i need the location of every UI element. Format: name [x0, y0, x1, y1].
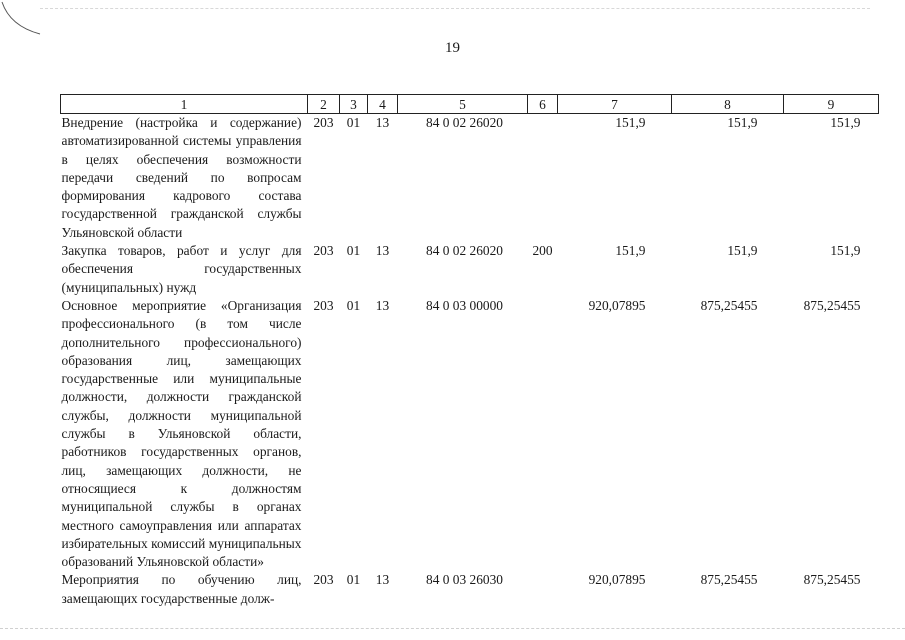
- cell-col-4: 13: [375, 115, 390, 130]
- page-number: 19: [445, 40, 460, 56]
- cell-col-2: 203: [313, 115, 334, 130]
- cell-col-3: 01: [346, 115, 361, 130]
- cell-col-6: 200: [532, 243, 553, 259]
- row-name: Мероприятия по обучению лиц, замещающих государственные долж-: [61, 572, 302, 606]
- cell-col-5: 84 0 03 00000: [426, 297, 503, 313]
- column-header: 5: [398, 95, 528, 114]
- scan-top-edge: [40, 8, 870, 10]
- table-header-row: [61, 95, 879, 114]
- table-row: [61, 297, 879, 571]
- cell-col-7: 920,07895: [588, 297, 646, 313]
- cell-col-3: 01: [346, 297, 361, 313]
- cell-col-9: 875,25455: [803, 297, 861, 313]
- column-header: 2: [308, 95, 340, 114]
- column-header: 9: [784, 95, 879, 114]
- cell-col-5: 84 0 03 26030: [426, 572, 503, 588]
- cell-col-6: [528, 571, 558, 611]
- column-header: 1: [61, 95, 308, 114]
- cell-col-8: 875,25455: [700, 297, 758, 313]
- cell-col-4: 13: [375, 243, 390, 259]
- cell-col-8: 151,9: [727, 243, 758, 259]
- cell-col-9: 875,25455: [803, 572, 861, 588]
- cell-col-6: [528, 297, 558, 571]
- cell-col-7: 151,9: [615, 115, 646, 130]
- cell-col-8: 875,25455: [700, 572, 758, 588]
- row-name: Внедрение (настройка и содержание) автоматизированной системы управления в целях обеспечения возможности передачи сведений по вопросам формирования кадрового состава государственной гражданской службы Ульяновской области: [61, 115, 302, 240]
- scan-corner-mark: [0, 0, 60, 40]
- column-header: 6: [528, 95, 558, 114]
- cell-col-9: 151,9: [830, 115, 861, 130]
- cell-col-2: 203: [313, 243, 334, 259]
- row-name: Основное мероприятие «Организация профессионального (в том числе дополнительного профессионального) образования лиц, замещающих государственные или муниципальные должности, должности гражданской службы, должности муниципальной службы в Ульяновской области, работников государственных органов, лиц, замещающих должности, не относящиеся к должностям муниципальной службы в органах местного самоуправления или аппаратах избирательных комиссий муниципальных образований Ульяновской области»: [61, 297, 302, 570]
- column-header: 7: [558, 95, 672, 114]
- table-row: [61, 571, 879, 611]
- budget-table: [60, 94, 879, 611]
- column-header: 8: [672, 95, 784, 114]
- column-header: 3: [340, 95, 368, 114]
- cell-col-2: 203: [313, 297, 334, 313]
- cell-col-3: 01: [346, 243, 361, 259]
- cell-col-6: [528, 114, 558, 243]
- cell-col-9: 151,9: [830, 243, 861, 259]
- cell-col-4: 13: [375, 297, 390, 313]
- cell-col-3: 01: [346, 572, 361, 588]
- cell-col-7: 151,9: [615, 243, 646, 259]
- cell-col-8: 151,9: [727, 115, 758, 130]
- cell-col-5: 84 0 02 26020: [426, 243, 503, 259]
- row-name: Закупка товаров, работ и услуг для обеспечения государственных (муниципальных) нужд: [61, 243, 302, 295]
- table-row: [61, 242, 879, 297]
- cell-col-7: 920,07895: [588, 572, 646, 588]
- table-row: [61, 114, 879, 243]
- cell-col-4: 13: [375, 572, 390, 588]
- cell-col-2: 203: [313, 572, 334, 588]
- scan-bottom-edge: [0, 628, 905, 631]
- column-header: 4: [368, 95, 398, 114]
- cell-col-5: 84 0 02 26020: [426, 115, 503, 130]
